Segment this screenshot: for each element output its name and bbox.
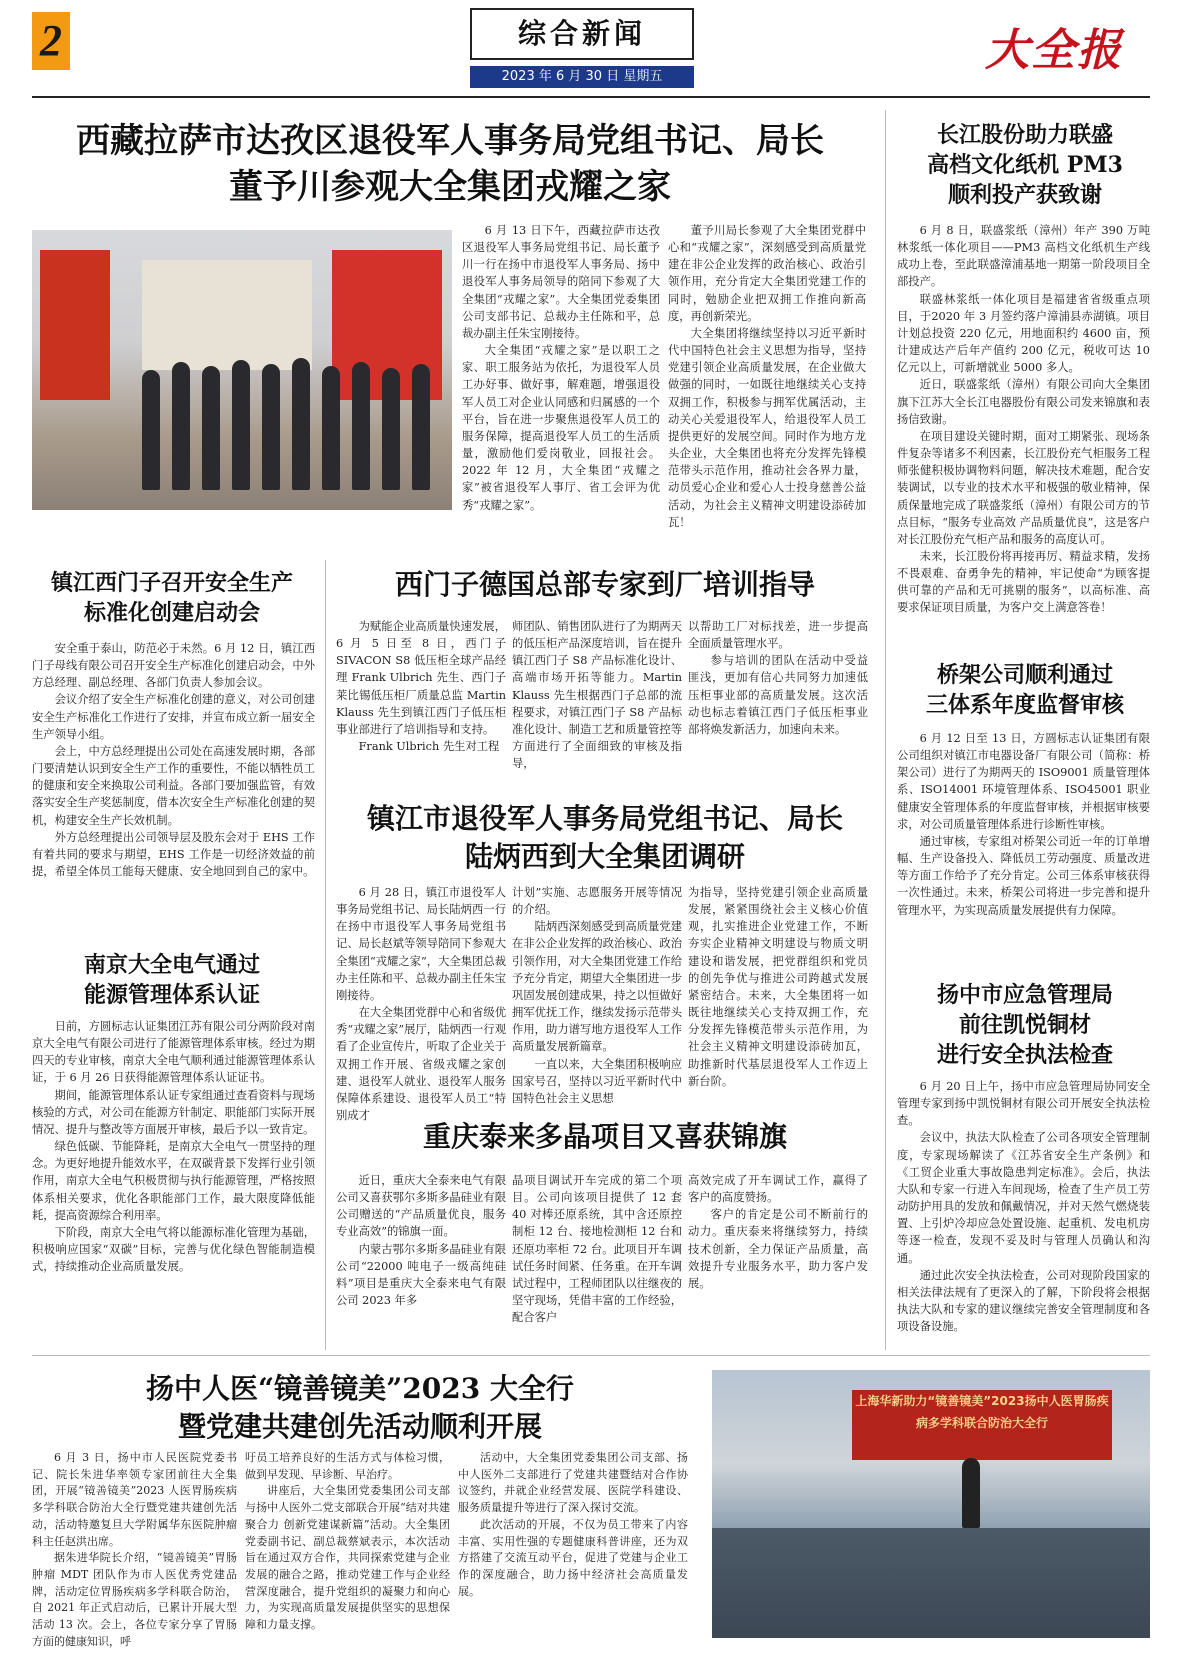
nanjing-body xyxy=(32,1018,315,1275)
zhenjiang-veterans-headline-line2: 陆炳西到大全集团调研 xyxy=(464,840,745,873)
paragraph: 绿色低碳、节能降耗，是南京大全电气一贯坚持的理念。为更好地提升能效水平，在双碳背景下发挥行业引领作用，南京大全电气积极贯彻与执行能源管理，严格按照体系相关要求，优化各职能部门工作，最大限度降低能耗，提高资源综合利用率。 xyxy=(32,1140,315,1222)
hospital-headline xyxy=(30,1370,690,1446)
page-number: 2 xyxy=(32,12,70,70)
chongqing-headline: 重庆泰来多晶项目又喜获锦旗 xyxy=(422,1120,787,1153)
photo-person xyxy=(412,364,430,490)
tibet-headline xyxy=(20,118,880,210)
chongqing-body-col2 xyxy=(512,1172,682,1326)
column-divider xyxy=(325,560,326,1350)
paragraph: 客户的肯定是公司不断前行的动力。重庆泰来将继续努力，持续技术创新，全力保证产品质量，高效提升专业服务水平，助力客户发展。 xyxy=(688,1208,868,1290)
paragraph: 大全集团将继续坚持以习近平新时代中国特色社会主义思想为指导，坚持党建引领企业高质量发展，在企业做大做强的同时，一如既往地继续关心支持双拥工作，积极参与拥军优属活动，主动关心关爱退役军人，给退役军人员工提供更好的发展空间。同时作为地方龙头企业，大全集团也将充分发挥先锋模范带头示范作用，推动社会各界力量，动员爱心企业和爱心人士投身慈善公益活动，为社会主义精神文明建设添砖加瓦！ xyxy=(668,326,866,529)
emergency-headline xyxy=(895,980,1155,1070)
siemens-body-col2 xyxy=(512,618,682,772)
paragraph: 6 月 8 日，联盛浆纸（漳州）年产 390 万吨林浆纸一体化项目——PM3 高档文化纸机生产线成功上卷，至此联盛漳浦基地一期第一阶段项目全部投产。 xyxy=(897,224,1150,289)
paragraph: 讲座后，大全集团党委集团公司支部与扬中人医外二党支部联合开展“结对共建聚合力 创新党建谋新篇”活动。大全集团党委副书记、副总裁蔡斌表示，本次活动旨在通过双方合作，共同探索党建与企业发展的融合之路，推动党建工作与企业经营深度融合，提升党组织的凝聚力和向心力，为实现高质量发展提供坚实的思想保障和力量支撑。 xyxy=(245,1484,450,1632)
paragraph: 高效完成了开车调试工作，赢得了客户的高度赞扬。 xyxy=(688,1174,868,1205)
photo-person xyxy=(202,366,220,490)
paragraph: 安全重于泰山，防范必于未然。6 月 12 日，镇江西门子母线有限公司召开安全生产标准化创建启动会，中外方总经理、副总经理、各部门负责人参加会议。 xyxy=(32,642,315,690)
emergency-headline-line1: 扬中市应急管理局 xyxy=(936,982,1113,1008)
bridge-headline-line1: 桥架公司顺利通过 xyxy=(936,662,1113,688)
paragraph: 董予川局长参观了大全集团党群中心和“戎耀之家”，深刻感受到高质量党建在非公企业发挥的政治核心、政治引领作用，充分肯定大全集团党建工作的同时，勉励企业把双拥工作推向新高度，再创新荣光。 xyxy=(668,224,866,323)
paragraph: 陆炳西深刻感受到高质量党建在非公企业发挥的政治核心、政治引领作用，对大全集团党建工作给予充分肯定，期望大全集团进一步巩固发展创建成果，持之以恒做好拥军优抚工作，继续发扬示范带头作用，助力谱写地方退役军人工作高质量发展新篇章。 xyxy=(512,920,682,1054)
paragraph: 6 月 3 日，扬中市人民医院党委书记、院长朱进华率领专家团前往大全集团，开展“镜善镜美”2023 人医胃肠疾病多学科联合防治大全行暨党建共建创先活动，活动特邀复旦大学附属华东医院肿瘤科主任赵洪出席。 xyxy=(32,1451,237,1548)
paragraph: 计划”实施、志愿服务开展等情况的介绍。 xyxy=(512,886,682,917)
photo-person xyxy=(262,364,280,490)
photo-audience xyxy=(712,1528,1150,1638)
paragraph: 吁员工培养良好的生活方式与体检习惯，做到早发现、早诊断、早治疗。 xyxy=(245,1451,450,1481)
photo-person xyxy=(232,360,250,490)
photo-person xyxy=(172,362,190,490)
hospital-headline-line1: 扬中人医“镜善镜美”2023 大全行 xyxy=(146,1372,574,1405)
zhenjiang-veterans-col1 xyxy=(336,884,506,1124)
paragraph: 未来，长江股份将再接再厉、精益求精，发扬不畏艰难、奋勇争先的精神，牢记使命“为顾客提供可靠的产品和无可挑剔的服务”，以高标准、高要求保证项目质量，为客户交上满意答卷！ xyxy=(897,549,1150,615)
paragraph: 会上，中方总经理提出公司处在高速发展时期，各部门要清楚认识到安全生产工作的重要性，不能以牺牲员工的健康和安全来换取公司利益。各部门要加强监管，有效落实安全生产奖惩制度，借本次安全生产标准化创建的契机，构建安全生产长效机制。 xyxy=(32,744,315,827)
photo-stage-banner: 上海华新助力“镜善镜美”2023扬中人医胃肠疾病多学科联合防治大全行 xyxy=(852,1390,1112,1460)
siemens-headline: 西门子德国总部专家到厂培训指导 xyxy=(394,568,815,601)
hospital-body-col3 xyxy=(458,1450,688,1600)
paragraph: 外方总经理提出公司领导层及股东会对于 EHS 工作有着共同的要求与期望，EHS 工作是一切经济效益的前提，希望全体员工能每天健康、安全地回到自己的家中。 xyxy=(32,830,315,879)
zhenjiang-safety-headline xyxy=(32,568,312,628)
paragraph: 参与培训的团队在活动中受益匪浅，更加有信心共同努力加速低压柜事业部的高质量发展。这次活动也标志着镇江西门子低压柜事业部将焕发新活力，加速向未来。 xyxy=(688,654,868,736)
paragraph: 近日，联盛浆纸（漳州）有限公司向大全集团旗下江苏大全长江电器股份有限公司发来锦旗和表扬信致谢。 xyxy=(897,378,1150,426)
paragraph: 师团队、销售团队进行了为期两天的低压柜产品深度培训，旨在提升镇江西门子 S8 产品标准化设计、高端市场开拓等能力。Martin Klauss 先生根据西门子总部的流程要求，对镇江西门子 S8 产品标准化设计、制造工艺和质量管控等方面进行了全面细致的审核及指导， xyxy=(512,620,682,771)
photo-exhibit-board xyxy=(40,250,110,400)
paragraph: 6 月 28 日，镇江市退役军人事务局党组书记、局长陆炳西一行在扬中市退役军人事务局党组书记、局长赵斌等领导陪同下参观大全集团“戎耀之家”，大全集团总裁办主任陈和平、总裁办副主任朱宝刚接待。 xyxy=(336,886,506,1002)
tibet-body-col1 xyxy=(462,222,660,514)
changjiang-headline-line2: 高档文化纸机 PM3 xyxy=(927,152,1123,178)
paragraph: 6 月 20 日上午，扬中市应急管理局协同安全管理专家到扬中凯悦铜材有限公司开展安全执法检查。 xyxy=(897,1080,1150,1128)
chongqing-body-col3 xyxy=(688,1172,868,1292)
changjiang-body xyxy=(897,222,1150,617)
paragraph: 期间，能源管理体系认证专家组通过查看资料与现场核验的方式，对公司在能源方针制定、职能部门实际开展情况、提升与整改等方面展开审核，最后予以一致肯定。 xyxy=(32,1088,315,1136)
column-divider xyxy=(885,110,886,1350)
paragraph: 联盛林浆纸一体化项目是福建省省级重点项目，于2020 年 3 月签约落户漳浦县赤湖镇。项目计划总投资 220 亿元，用地面积约 4600 亩，预计建成达产后年产值约 200 亿元，税收可达 10 亿元以上，可新增就业 5000 多人。 xyxy=(897,292,1150,375)
paragraph: 下阶段，南京大全电气将以能源标准化管理为基础，积极响应国家“双碳”目标，完善与优化绿色智能制造模式，持续推动企业高质量发展。 xyxy=(32,1225,315,1274)
zhenjiang-safety-headline-line2: 标准化创建启动会 xyxy=(83,600,260,626)
masthead-divider xyxy=(32,96,1150,98)
bridge-body xyxy=(897,730,1150,919)
paragraph: 在项目建设关键时期，面对工期紧张、现场条件复杂等诸多不利因素，长江股份充气柜服务工程师张健积极协调物料问题，解决技术难题，配合安装调试，以专业的技术水平和极强的敬业精神，保质保量地完成了联盛浆纸（漳州）有限公司方的节点目标，“服务专业高效 产品质量优良”，这是客户对长江股份充气柜产品和服务的高度认可。 xyxy=(897,429,1150,546)
tibet-headline-line2: 董予川参观大全集团戎耀之家 xyxy=(229,167,671,207)
zhenjiang-veterans-col2 xyxy=(512,884,682,1107)
emergency-headline-line3: 进行安全执法检查 xyxy=(936,1042,1113,1068)
photo-speaker xyxy=(962,1458,980,1528)
chongqing-body-col1 xyxy=(336,1172,506,1309)
bridge-headline-line2: 三体系年度监督审核 xyxy=(925,692,1124,718)
paragraph: 据朱进华院长介绍，“镜善镜美”胃肠肿瘤 MDT 团队作为市人医优秀党建品牌，活动定位胃肠疾病多学科联合防治，自 2021 年正式启动后，已累计开展大型活动 13 次。会上，各位专家分享了胃肠方面的健康知识，呼 xyxy=(32,1551,237,1648)
siemens-body-col1 xyxy=(336,618,506,755)
nanjing-headline-line1: 南京大全电气通过 xyxy=(83,952,260,978)
nanjing-headline-line2: 能源管理体系认证 xyxy=(83,982,260,1008)
paragraph: 会议中，执法大队检查了公司各项安全管理制度，专家现场解读了《江苏省安全生产条例》和《工贸企业重大事故隐患判定标准》。会后，执法大队和专家一行进入车间现场，检查了生产员工劳动防护用具的发放和佩戴情况，并对天然气燃烧装置、上引炉冷却应急处置设施、起重机、发电机房等逐一检查，发现不妥及时与管理人员确认和沟通。 xyxy=(897,1131,1150,1265)
changjiang-headline xyxy=(895,120,1155,210)
zhenjiang-veterans-headline-line1: 镇江市退役军人事务局党组书记、局长 xyxy=(366,802,843,835)
paragraph: 晶项目调试开车完成的第二个项目。公司向该项目提供了 12 套 40 对棒还原系统，其中含还原控制柜 12 台、接地检测柜 12 台和还原功率柜 72 台。此项目开车调试任务时间紧、任务重。在开车调试过程中，工程师团队以往继夜的坚守现场，凭借丰富的工作经验，配合客户 xyxy=(512,1174,682,1325)
zhenjiang-veterans-col3 xyxy=(688,884,868,1090)
paragraph: 大全集团“戎耀之家”是以职工之家、职工服务站为依托，为退役军人员工办好事、做好事，解难题，增强退役军人员工对企业认同感和归属感的一个平台，旨在进一步聚焦退役军人员工的服务保障，提高退役军人员工的生活质量，激励他们爱岗敬业，回报社会。2022 年 12 月，大全集团“戎耀之家”被省退役军人事厅、省工会评为优秀“戎耀之家”。 xyxy=(462,344,660,512)
hospital-body-col1 xyxy=(32,1450,237,1651)
paragraph: 为赋能企业高质量快速发展，6 月 5 日至 8 日，西门子 SIVACON S8 低压柜全球产品经理 Frank Ulbrich 先生、西门子莱比锡低压柜厂质量总监 Martin Klauss 先生到镇江西门子低压柜事业部进行了培训指导和支持。 xyxy=(336,620,506,736)
paragraph: 6 月 13 日下午，西藏拉萨市达孜区退役军人事务局党组书记、局长董予川一行在扬中市退役军人事务局、扬中退役军人事务局领导的陪同下参观了大全集团“戎耀之家”。大全集团党委集团公司支部书记、总裁办主任陈和平，总裁办副主任朱宝刚接待。 xyxy=(462,224,660,340)
bridge-headline xyxy=(895,660,1155,720)
paragraph: 以帮助工厂对标找差，进一步提高全面质量管理水平。 xyxy=(688,620,868,651)
paragraph: Frank Ulbrich 先生对工程 xyxy=(358,740,500,754)
paragraph: 在大全集团党群中心和省级优秀“戎耀之家”展厅，陆炳西一行观看了企业宣传片，听取了企业关于双拥工作开展、省级戎耀之家创建、退役军人就业、退役军人服务保障体系建设、退役军人员工“特别成才 xyxy=(336,1006,506,1123)
paragraph: 会议介绍了安全生产标准化创建的意义，对公司创建安全生产标准化工作进行了安排，并宣布成立新一届安全生产领导小组。 xyxy=(32,693,315,741)
hospital-body-col2 xyxy=(245,1450,450,1634)
changjiang-headline-line1: 长江股份助力联盛 xyxy=(936,122,1113,148)
photo-person xyxy=(322,366,340,490)
changjiang-headline-line3: 顺利投产获致谢 xyxy=(947,182,1102,208)
paragraph: 为指导，坚持党建引领企业高质量发展，紧紧围绕社会主义核心价值观，扎实推进企业党建工作，不断夯实企业精神文明建设与物质文明建设和谐发展，把党群组织和党员的创先争优与推进公司跨越式发展紧密结合。未来，大全集团将一如既往地继续关心支持双拥工作，充分发挥先锋模范带头示范作用，为社会主义精神文明建设添砖加瓦，助推新时代基层退役军人工作迈上新台阶。 xyxy=(688,886,868,1088)
zhenjiang-safety-headline-line1: 镇江西门子召开安全生产 xyxy=(50,570,293,596)
paragraph: 内蒙古鄂尔多斯多晶硅业有限公司“22000 吨电子一级高纯硅料”项目是重庆大全泰来电气有限公司 2023 年多 xyxy=(336,1242,506,1308)
photo-wall-panel xyxy=(142,260,312,370)
paragraph: 日前，方圆标志认证集团江苏有限公司分两阶段对南京大全电气有限公司进行了能源管理体系审核。经过为期四天的专业审核，南京大全电气顺利通过能源管理体系认证，于 6 月 26 日获得能源管理体系认证证书。 xyxy=(32,1020,315,1085)
zhenjiang-safety-body xyxy=(32,640,315,880)
paragraph: 通过此次安全执法检查，公司对现阶段国家的相关法律法规有了更深入的了解，下阶段将会根据执法大队和专家的建议继续完善安全管理制度和各项设备设施。 xyxy=(897,1268,1150,1334)
paragraph: 活动中，大全集团党委集团公司支部、扬中人医外二支部进行了党建共建暨结对合作协议签约，并就企业经营发展、医院学科建设、服务质量提升等进行了深入探讨交流。 xyxy=(458,1451,688,1515)
hospital-headline-line2: 暨党建共建创先活动顺利开展 xyxy=(177,1410,542,1443)
hospital-photo xyxy=(712,1370,1150,1638)
paragraph: 通过审核，专家组对桥架公司近一年的订单增幅、生产设备投入、降低员工劳动强度、质量改进等方面工作给予了充分肯定。公司三体系审核获得一次性通过。未来，桥架公司将进一步完善和提升管理水平，为实现高质量发展提供有力保障。 xyxy=(897,834,1150,917)
siemens-body-col3 xyxy=(688,618,868,738)
photo-person xyxy=(142,370,160,490)
photo-person xyxy=(382,368,400,490)
paragraph: 此次活动的开展，不仅为员工带来了内容丰富、实用性强的专题健康科普讲座，还为双方搭建了交流互动平台，促进了党建与企业工作的深度融合，助力扬中经济社会高质量发展。 xyxy=(458,1517,688,1598)
tibet-body-col2 xyxy=(668,222,866,531)
tibet-photo xyxy=(32,230,452,510)
emergency-body xyxy=(897,1078,1150,1335)
photo-person xyxy=(352,362,370,490)
section-divider xyxy=(32,1355,1150,1356)
issue-date: 2023 年 6 月 30 日 星期五 xyxy=(470,66,694,88)
newspaper-logo: 大全报 xyxy=(985,25,1123,76)
paragraph: 6 月 12 日至 13 日，方圆标志认证集团有限公司组织对镇江市电器设备厂有限公司（简称：桥架公司）进行了为期两天的 ISO9001 质量管理体系、ISO14001 环境管理体系、ISO45001 职业健康安全管理体系的年度监督审核，并根据审核要求，对公司质量管理体系进行诊断性审核。 xyxy=(897,732,1150,831)
section-title: 综合新闻 xyxy=(470,8,694,60)
tibet-headline-line1: 西藏拉萨市达孜区退役军人事务局党组书记、局长 xyxy=(76,121,824,161)
paragraph: 一直以来，大全集团积极响应国家号召，坚持以习近平新时代中国特色社会主义思想 xyxy=(512,1057,682,1105)
nanjing-headline xyxy=(32,950,312,1010)
emergency-headline-line2: 前往凯悦铜材 xyxy=(958,1012,1091,1038)
paragraph: 近日，重庆大全泰来电气有限公司又喜获鄂尔多斯多晶硅业有限公司赠送的“产品质量优良，服务专业高效”的锦旗一面。 xyxy=(336,1174,506,1239)
zhenjiang-veterans-headline xyxy=(330,800,880,876)
photo-person xyxy=(292,358,310,490)
